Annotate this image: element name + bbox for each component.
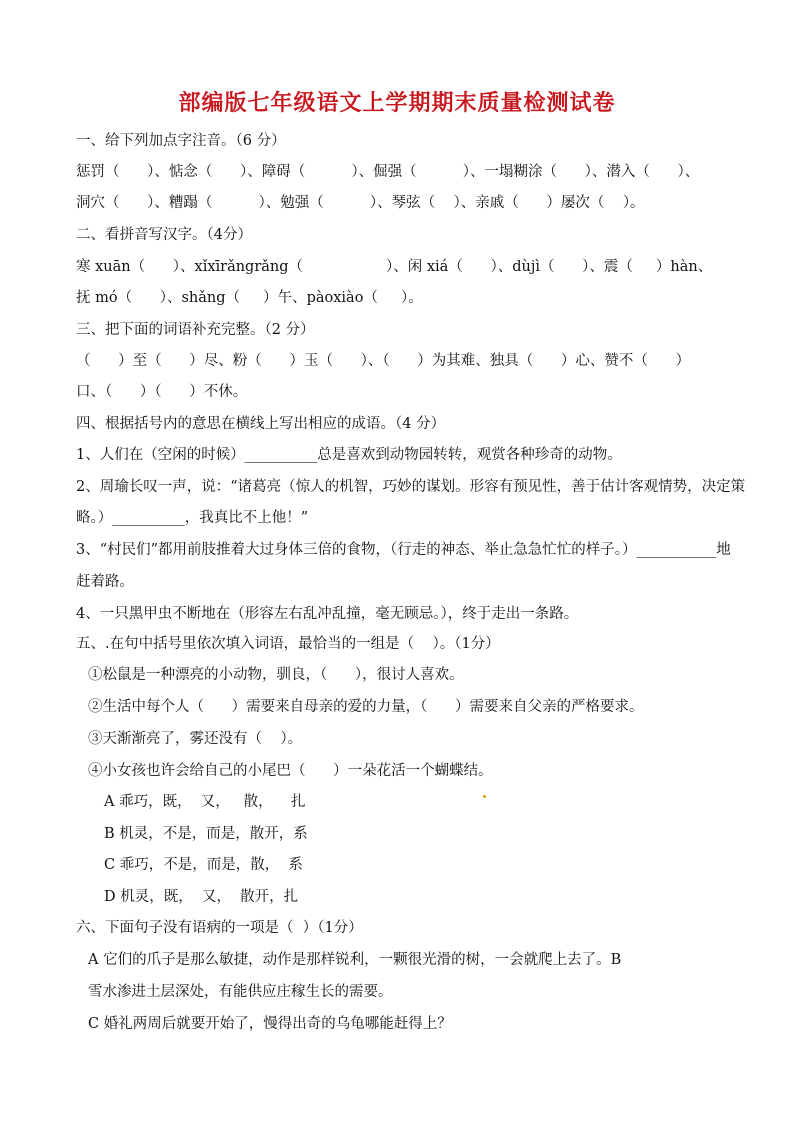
section-4-heading: 四、根据括号内的意思在横线上写出相应的成语。（4 分） bbox=[76, 416, 446, 432]
section-5-option-a: A 乖巧，既， 又， 散， 扎 bbox=[104, 794, 306, 810]
section-5-heading: 五、.在句中括号里依次填入词语，最恰当的一组是（ ）。（1分） bbox=[76, 636, 500, 652]
section-5-sentence-1: ①松鼠是一种漂亮的小动物，驯良，（ ），很讨人喜欢。 bbox=[88, 667, 464, 683]
section-4-item-3-line-2: 赶着路。 bbox=[76, 574, 134, 590]
section-6-heading: 六、下面句子没有语病的一项是（ ）（1分） bbox=[76, 920, 363, 936]
section-5-sentence-4: ④小女孩也许会给自己的小尾巴（ ）一朵花活一个蝴蝶结。 bbox=[88, 763, 493, 779]
section-5-option-c: C 乖巧，不是，而是，散， 系 bbox=[104, 857, 303, 873]
section-2-heading: 二、看拼音写汉字。（4分） bbox=[76, 227, 252, 243]
section-4-item-3-line-1: 3、“村民们”都用前肢推着大过身体三倍的食物，（行走的神态、举止急急忙忙的样子。）___________地 bbox=[76, 542, 731, 558]
section-6-option-c: C 婚礼两周后就要开始了，慢得出奇的乌龟哪能赶得上？ bbox=[88, 1016, 452, 1032]
section-4-item-2-line-2: 略。）__________，我真比不上他！” bbox=[76, 510, 309, 526]
section-5-sentence-3: ③天渐渐亮了，雾还没有（ ）。 bbox=[88, 731, 303, 747]
section-5-option-d: D 机灵，既， 又， 散开，扎 bbox=[104, 889, 299, 905]
section-3-line-1: （ ）至（ ）尽、粉（ ）玉（ ）、（ ）为其难、独具（ ）心、赞不（ ） bbox=[76, 353, 691, 369]
stray-mark bbox=[483, 795, 486, 798]
section-5-option-b: B 机灵，不是，而是，散开，系 bbox=[104, 826, 308, 842]
section-3-line-2: 口、（ ）（ ）不休。 bbox=[76, 384, 248, 400]
section-2-line-1: 寒 xuān（ ）、xǐxīrǎngrǎng（ ）、闲 xiá（ ）、dùjì（ ）、震（ ）hàn、 bbox=[76, 259, 713, 275]
page-title: 部编版七年级语文上学期期末质量检测试卷 bbox=[178, 91, 616, 116]
section-1-heading: 一、给下列加点字注音。（6 分） bbox=[76, 133, 286, 149]
section-5-sentence-2: ②生活中每个人（ ）需要来自母亲的爱的力量，（ ）需要来自父亲的严格要求。 bbox=[88, 699, 644, 715]
section-1-line-2: 洞穴（ ）、糟蹋（ ）、勉强（ ）、琴弦（ ）、亲戚（ ）屡次（ ）。 bbox=[76, 195, 645, 211]
section-3-heading: 三、把下面的词语补充完整。（2 分） bbox=[76, 322, 315, 338]
section-6-option-a: A 它们的爪子是那么敏捷，动作是那样锐利，一颗很光滑的树，一会就爬上去了。B bbox=[88, 952, 622, 968]
section-4-item-1: 1、人们在（空闲的时候）__________总是喜欢到动物园转转，观赏各种珍奇的动物。 bbox=[76, 447, 622, 463]
section-1-line-1: 惩罚（ ）、惦念（ ）、障碍（ ）、倔强（ ）、一塌糊涂（ ）、潜入（ ）、 bbox=[76, 164, 700, 180]
section-4-item-4: 4、一只黑甲虫不断地在（形容左右乱冲乱撞，毫无顾忌。），终于走出一条路。 bbox=[76, 606, 579, 622]
section-4-item-2-line-1: 2、周瑜长叹一声，说：“诸葛亮（惊人的机智，巧妙的谋划。形容有预见性，善于估计客观情势，决定策 bbox=[76, 479, 746, 495]
section-2-line-2: 抚 mó（ ）、shǎng（ ）午、pàoxiào（ ）。 bbox=[76, 290, 423, 306]
section-6-option-b: 雪水渗进土层深处，有能供应庄稼生长的需要。 bbox=[88, 984, 393, 1000]
